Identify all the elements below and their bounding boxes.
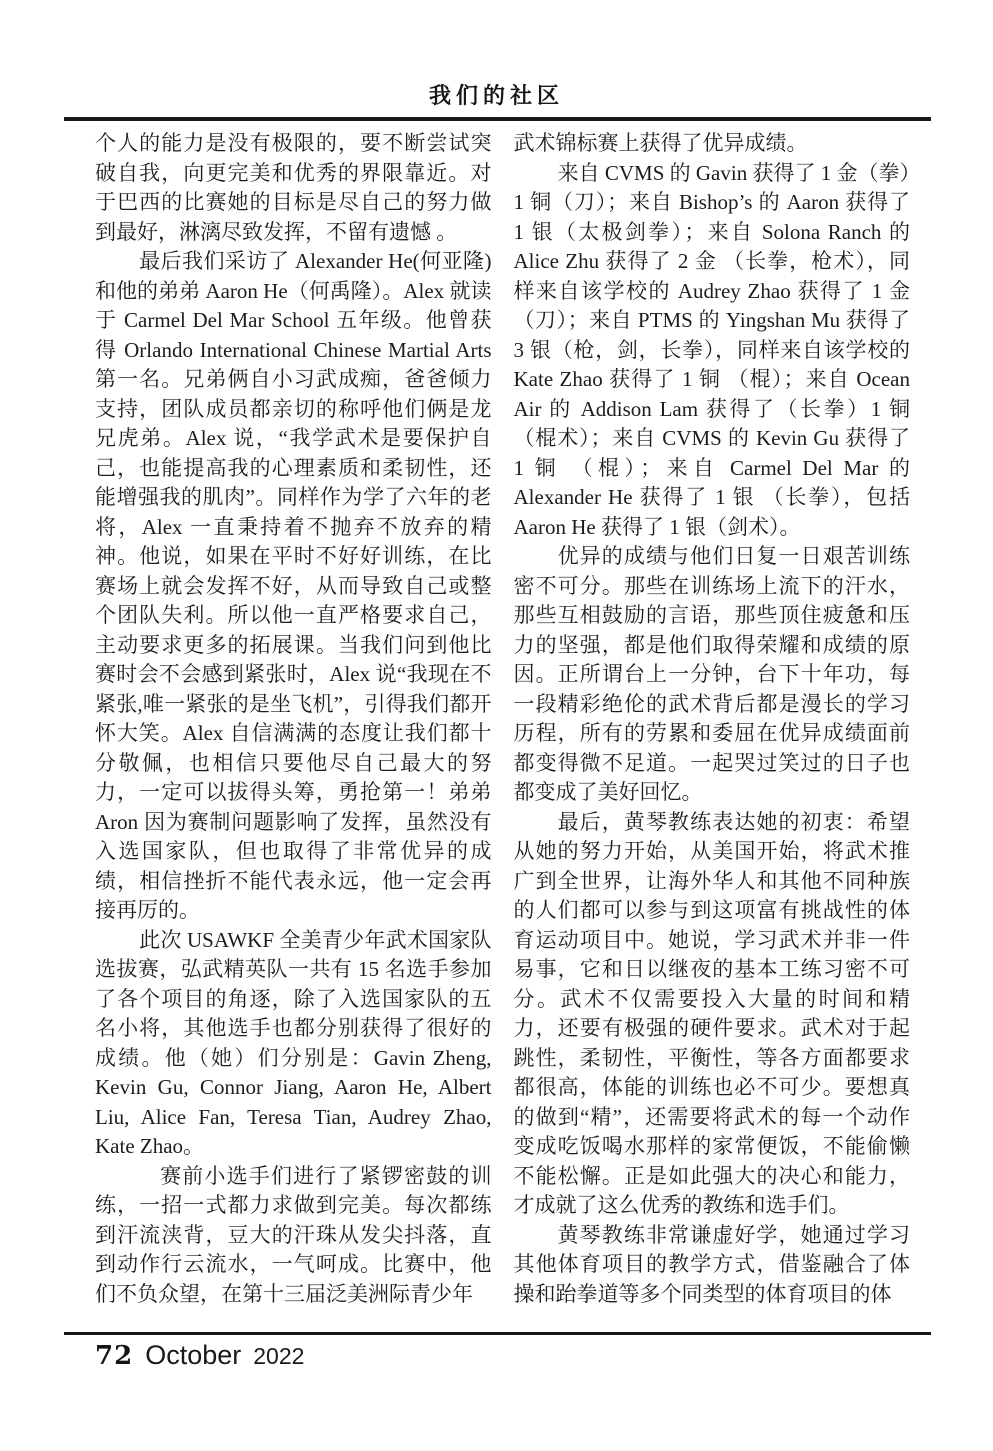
paragraph: 最后，黄琴教练表达她的初衷：希望从她的努力开始，从美国开始，将武术推广到全世界，让海外华人和其他不同种族的人们都可以参与到这项富有挑战性的体育运动项目中。她说，学习武术并非一件易事，它和日以继夜的基本工练习密不可分。武术不仅需要投入大量的时间和精力，还要有极强的硬件要求。武术对于起跳性，柔韧性，平衡性，等各方面都要求都很高，体能的训练也必不可少。要想真的做到“精”，还需要将武术的每一个动作变成吃饭喝水那样的家常便饭，不能偷懒不能松懈。正是如此强大的决心和能力，才成就了这么优秀的教练和选手们。 [513,809,910,1217]
page-footer [95,1340,304,1371]
paragraph: 此次 USAWKF 全美青少年武术国家队选拔赛，弘武精英队一共有 15 名选手参加了各个项目的角逐，除了入选国家队的五名小将，其他选手也都分别获得了很好的成绩。他（她）们分别是：Gavin Zheng, Kevin Gu, Connor Jiang, Aaron He, Albert Liu, Alice Fan, Teresa Tian, Audrey Zhao, Kate Zhao。 [95,927,492,1158]
article-left-column [95,129,492,1309]
footer-divider [64,1332,931,1335]
header-divider [64,117,931,121]
paragraph: 个人的能力是没有极限的，要不断尝试突破自我，向更完美和优秀的界限靠近。对于巴西的比赛她的目标是尽自己的努力做到最好，淋漓尽致发挥，不留有遗憾 。 [95,131,492,244]
paragraph: 赛前小选手们进行了紧锣密鼓的训练，一招一式都力求做到完美。每次都练到汗流浃背，豆大的汗珠从发尖抖落，直到动作行云流水，一气呵成。比赛中，他们不负众望，在第十三届泛美洲际青少年 [95,1163,492,1306]
paragraph: 优异的成绩与他们日复一日艰苦训练密不可分。那些在训练场上流下的汗水，那些互相鼓励的言语，那些顶住疲惫和压力的坚强，都是他们取得荣耀和成绩的原因。正所谓台上一分钟，台下十年功，每一段精彩绝伦的武术背后都是漫长的学习历程，所有的劳累和委屈在优异成绩面前都变得微不足道。一起哭过笑过的日子也都变成了美好回忆。 [513,544,910,804]
paragraph: 最后我们采访了 Alexander He(何亚隆) 和他的弟弟 Aaron He（何禹隆）。Alex 就读于 Carmel Del Mar School 五年级。他曾获得 Orlando International Chinese Martial Arts 第一名。兄弟俩自小习武成痴，爸爸倾力支持，团队成员都亲切的称呼他们俩是龙兄虎弟。Alex 说，“我学武术是要保护自己，也能提高我的心理素质和柔韧性，还能增强我的肌肉”。同样作为学了六年的老将，Alex 一直秉持着不抛弃不放弃的精神。他说，如果在平时不好好训练，在比赛场上就会发挥不好，从而导致自己或整个团队失利。所以他一直严格要求自己，主动要求更多的拓展课。当我们问到他比赛时会不会感到紧张时，Alex 说“我现在不紧张,唯一紧张的是坐飞机”，引得我们都开怀大笑。Alex 自信满满的态度让我们都十分敬佩，也相信只要他尽自己最大的努力，一定可以拔得头筹，勇抢第一！弟弟 Aron 因为赛制问题影响了发挥，虽然没有入选国家队，但也取得了非常优异的成绩，相信挫折不能代表永远，他一定会再接再厉的。 [95,249,492,922]
page-number: 72 [95,1341,134,1371]
paragraph: 武术锦标赛上获得了优异成绩。 [513,131,808,155]
page-title: 我们的社区 [428,83,564,108]
page-header [0,0,993,108]
article-body [95,129,910,1309]
paragraph: 黄琴教练非常谦虚好学，她通过学习其他体育项目的教学方式，借鉴融合了体操和跆拳道等多个同类型的体育项目的体 [513,1222,910,1306]
article-right-column [514,129,911,1309]
paragraph: 来自 CVMS 的 Gavin 获得了 1 金（拳）1 铜（刀）；来自 Bishop’s 的 Aaron 获得了 1 银（太极剑拳）；来自 Solona Ranch 的 Alice Zhu 获得了 2 金 （长拳，枪术），同样来自该学校的 Audrey Zhao 获得了 1 金 （刀）；来自 PTMS 的 Yingshan Mu 获得了 3 银（枪，剑，长拳），同样来自该学校的 Kate Zhao 获得了 1 铜 （棍）；来自 Ocean Air 的 Addison Lam 获得了（长拳）1 铜（棍术）；来自 CVMS 的 Kevin Gu 获得了 1 铜 （棍）；来自 Carmel Del Mar 的 Alexander He 获得了 1 银 （长拳），包括 Aaron He 获得了 1 银（剑术）。 [513,160,910,539]
footer-month: October [145,1340,242,1370]
footer-year: 2022 [253,1343,305,1369]
